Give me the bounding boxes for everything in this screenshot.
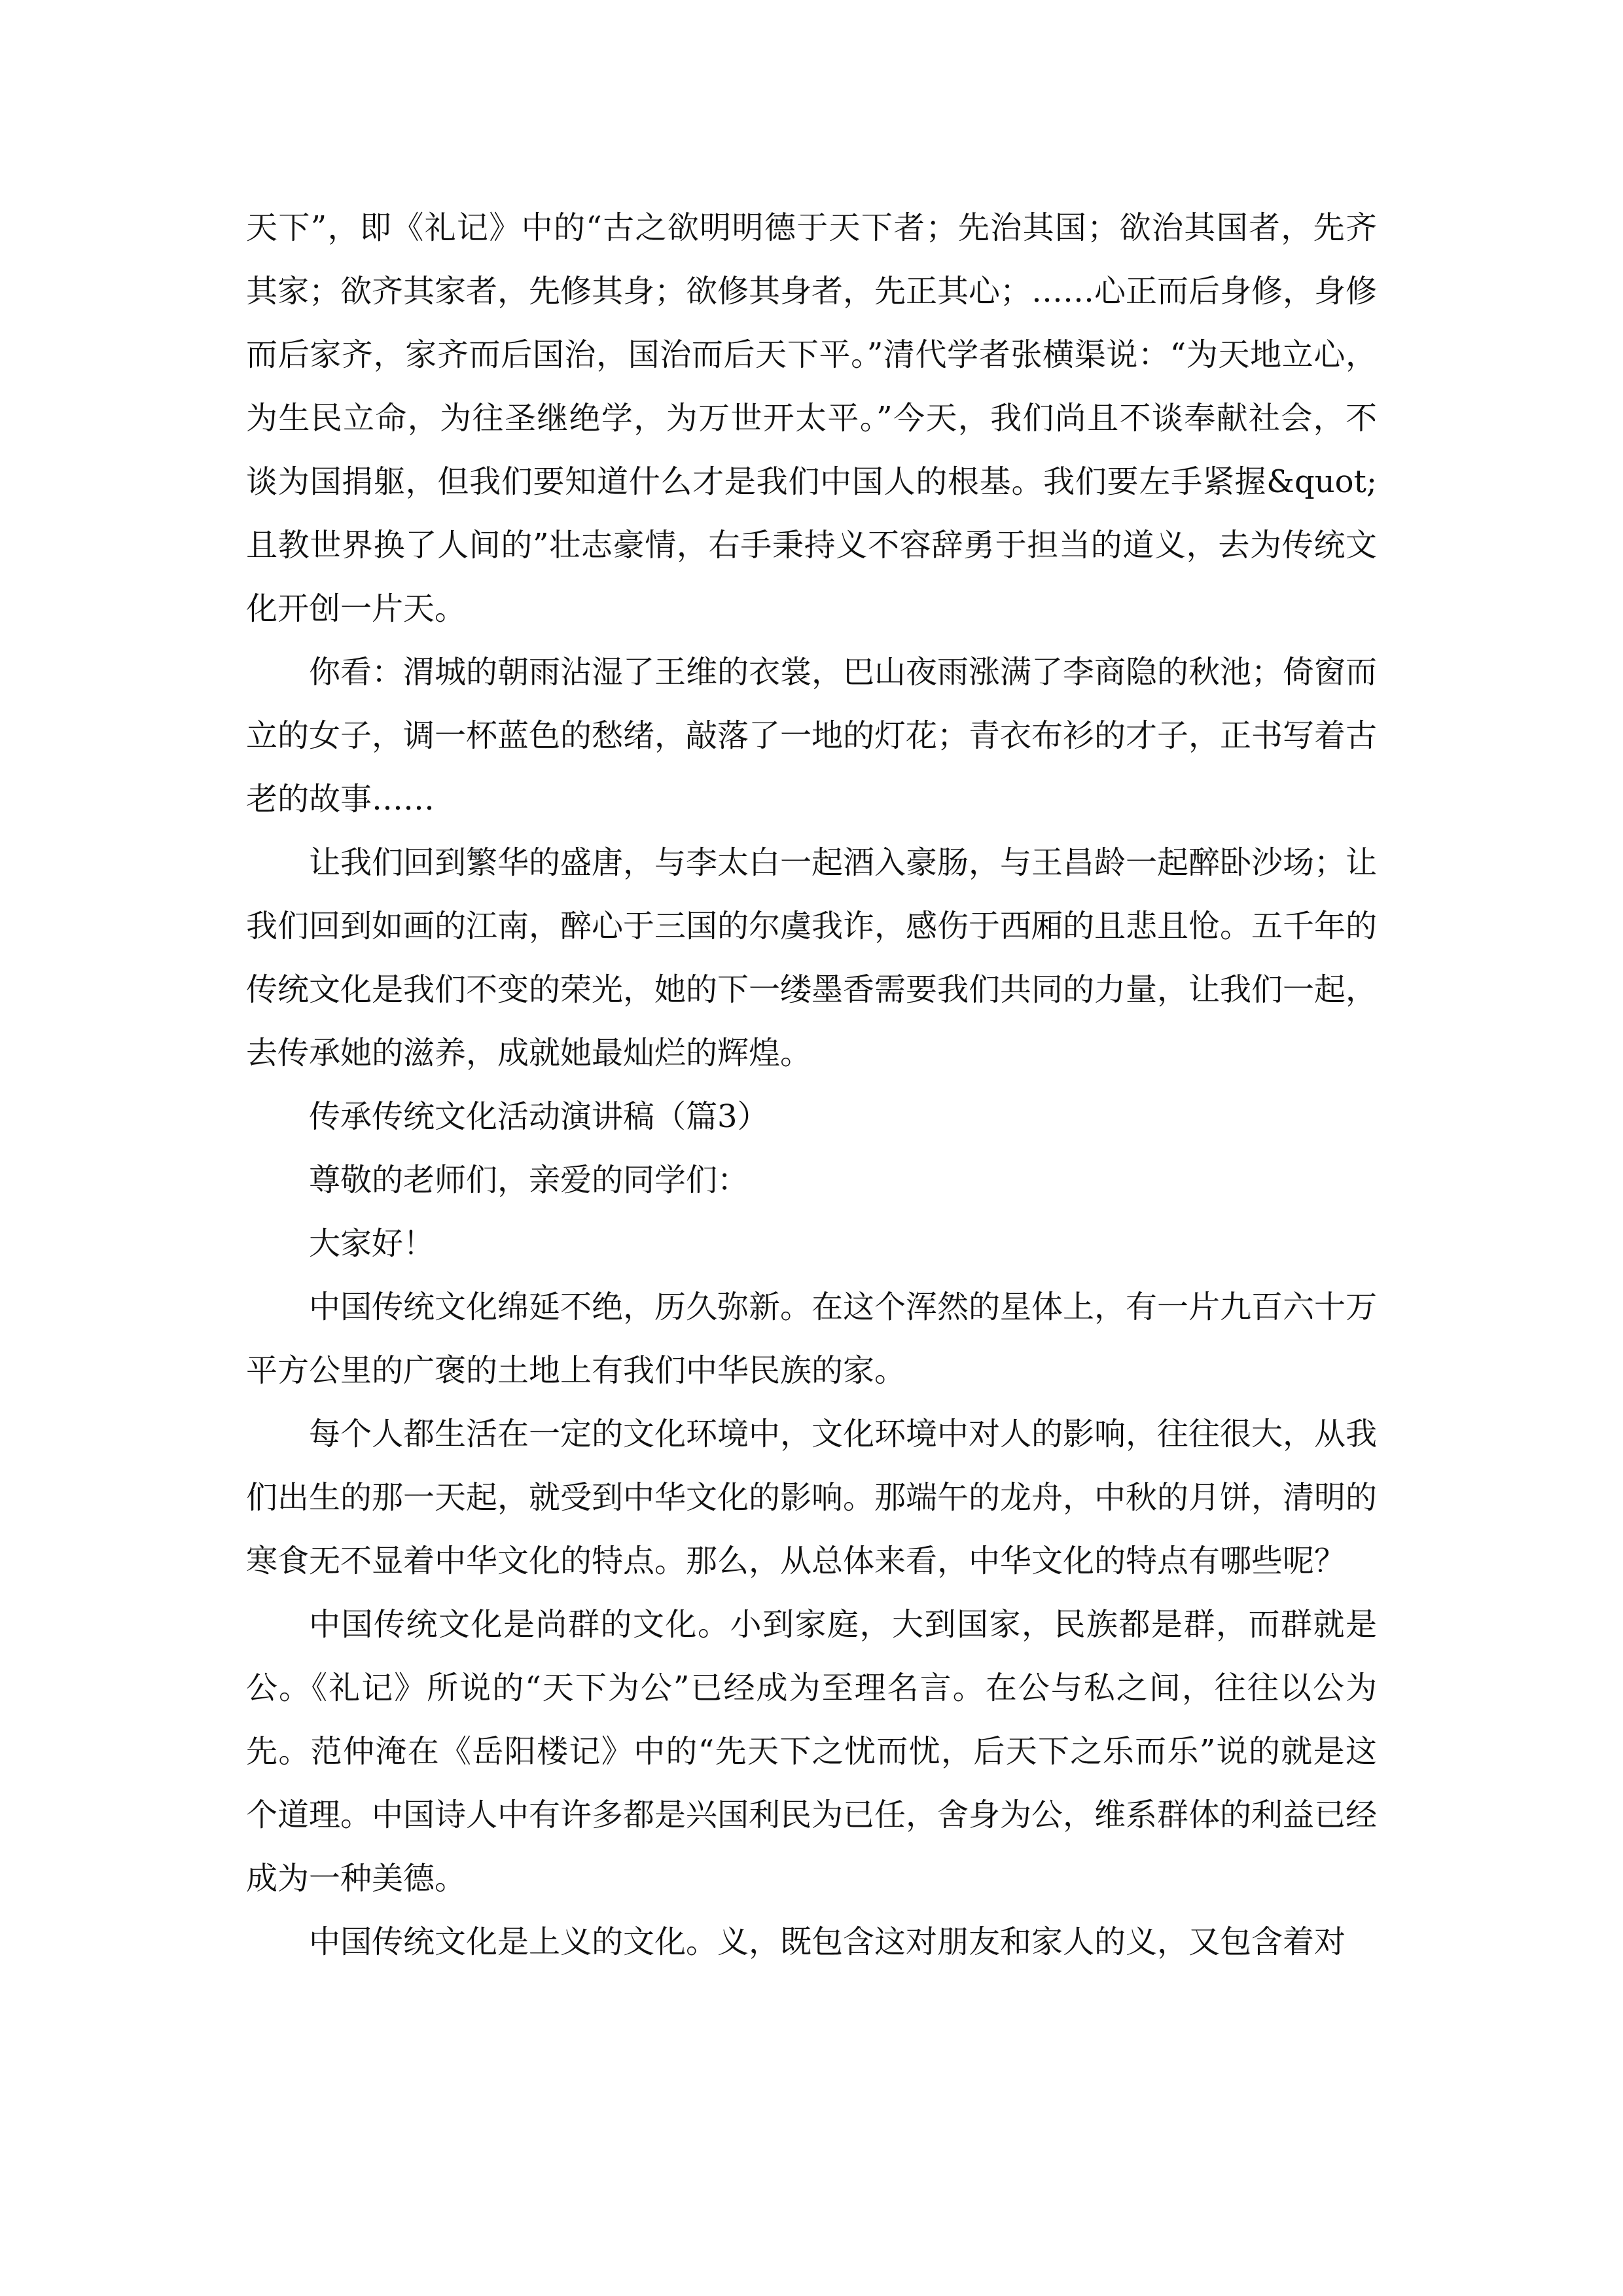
paragraph-righteousness-culture: 中国传统文化是上义的文化。义，既包含这对朋友和家人的义，又包含着对 — [309, 1924, 1346, 1960]
document-body — [246, 196, 1377, 1974]
paragraph-poetic-imagery: 你看：渭城的朝雨沾湿了王维的衣裳，巴山夜雨涨满了李商隐的秋池；倚窗而立的女子，调一杯蓝色的愁绪，敲落了一地的灯花；青衣布衫的才子，正书写着古老的故事…… — [246, 654, 1378, 817]
salutation: 尊敬的老师们，亲爱的同学们： — [309, 1162, 749, 1198]
paragraph-collective-culture: 中国传统文化是尚群的文化。小到家庭，大到国家，民族都是群，而群就是公。《礼记》所说的“天下为公”已经成为至理名言。在公与私之间，往往以公为先。范仲淹在《岳阳楼记》中的“先天下之忧而忧，后天下之乐而乐”说的就是这个道理。中国诗人中有许多都是兴国利民为已任，舍身为公，维系群体的利益已经成为一种美德。 — [246, 1606, 1378, 1897]
paragraph-continued-from-previous-page: 天下”，即《礼记》中的“古之欲明明德于天下者；先治其国；欲治其国者，先齐其家；欲齐其家者，先修其身；欲修其身者，先正其心；……心正而后身修，身修而后家齐，家齐而后国治，国治而后天下平。”清代学者张横渠说：“为天地立心，为生民立命，为往圣继绝学，为万世开太平。”今天，我们尚且不谈奉献社会，不谈为国捐躯，但我们要知道什么才是我们中国人的根基。我们要左手紧握&quot;且教世界换了人间的”壮志豪情，右手秉持义不容辞勇于担当的道义，去为传统文化开创一片天。 — [246, 209, 1378, 627]
greeting: 大家好！ — [309, 1225, 435, 1262]
speech-title-part-3: 传承传统文化活动演讲稿（篇3） — [309, 1098, 769, 1135]
paragraph-culture-continuity: 中国传统文化绵延不绝，历久弥新。在这个浑然的星体上，有一片九百六十万平方公里的广褒的土地上有我们中华民族的家。 — [246, 1289, 1378, 1389]
paragraph-return-to-tang: 让我们回到繁华的盛唐，与李太白一起酒入豪肠，与王昌龄一起醉卧沙场；让我们回到如画的江南，醉心于三国的尔虞我诈，感伤于西厢的且悲且怆。五千年的传统文化是我们不变的荣光，她的下一缕墨香需要我们共同的力量，让我们一起，去传承她的滋养，成就她最灿烂的辉煌。 — [246, 844, 1378, 1071]
paragraph-cultural-environment: 每个人都生活在一定的文化环境中，文化环境中对人的影响，往往很大，从我们出生的那一天起，就受到中华文化的影响。那端午的龙舟，中秋的月饼，清明的寒食无不显着中华文化的特点。那么，从总体来看，中华文化的特点有哪些呢？ — [246, 1416, 1378, 1579]
